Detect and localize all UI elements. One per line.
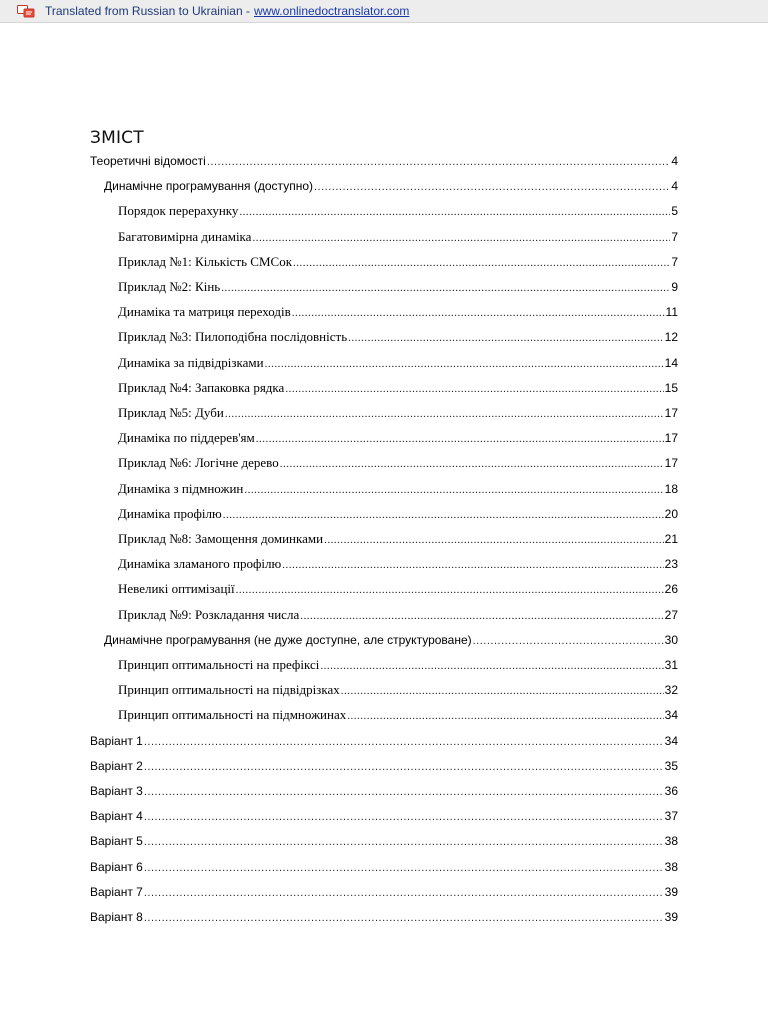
toc-entry-page: 36 — [664, 784, 678, 798]
toc-entry-label: Приклад №2: Кінь — [118, 279, 221, 294]
toc-dot-leader — [320, 656, 663, 676]
toc-dot-leader — [144, 832, 664, 852]
toc-entry[interactable] — [118, 378, 678, 398]
toc-dot-leader — [236, 580, 664, 600]
toc-entry-page: 17 — [664, 431, 678, 446]
toc-entry[interactable] — [90, 907, 678, 927]
toc-entry-label: Варіант 2 — [90, 758, 143, 773]
toc-entry-label: Варіант 3 — [90, 784, 143, 798]
toc-entry-label: Приклад №9: Розкладання числа — [118, 606, 300, 622]
toc-entry-page: 27 — [664, 607, 678, 622]
translator-link[interactable]: www.onlinedoctranslator.com — [253, 4, 410, 18]
toc-entry-page: 21 — [664, 532, 678, 546]
toc-dot-leader — [144, 883, 664, 903]
toc-entry[interactable] — [118, 227, 678, 247]
toc-entry[interactable] — [90, 831, 678, 851]
toc-entry[interactable] — [90, 731, 678, 751]
toc-dot-leader — [144, 807, 664, 827]
toc-entry[interactable] — [118, 327, 678, 347]
toc-entry[interactable] — [90, 857, 678, 877]
toc-entry[interactable] — [90, 781, 678, 801]
toc-entry[interactable] — [118, 428, 678, 448]
toc-entry[interactable] — [90, 756, 678, 776]
toc-entry-page: 15 — [664, 380, 678, 395]
toc-entry[interactable] — [118, 403, 678, 423]
toc-dot-leader — [293, 253, 670, 273]
toc-entry-label: Приклад №3: Пилоподібна послідовність — [118, 329, 348, 345]
toc-dot-leader — [144, 908, 664, 928]
toc-dot-leader — [252, 228, 670, 248]
toc-dot-leader — [347, 706, 663, 726]
toc-entry[interactable] — [118, 201, 678, 221]
toc-entry-page: 35 — [664, 758, 678, 773]
toc-entry[interactable] — [104, 176, 678, 196]
toc-entry-label: Принцип оптимальності на підмножинах — [118, 707, 347, 723]
toc-entry-label: Приклад №8: Замощення доминками — [118, 531, 324, 546]
toc-title: ЗМІСТ — [90, 128, 144, 148]
toc-dot-leader — [207, 152, 670, 172]
toc-entry-page: 38 — [664, 834, 678, 849]
toc-entry-page: 38 — [664, 859, 678, 874]
toc-entry[interactable] — [118, 655, 678, 675]
toc-entry-page: 37 — [664, 809, 678, 824]
toc-entry[interactable] — [118, 554, 678, 574]
toc-entry-label: Приклад №5: Дуби — [118, 405, 224, 420]
toc-entry-label: Теоретичні відомості — [90, 154, 206, 168]
translation-banner — [0, 0, 768, 23]
toc-entry-label: Порядок перерахунку — [118, 203, 239, 219]
toc-entry-page: 34 — [664, 733, 678, 748]
toc-entry-label: Варіант 7 — [90, 884, 143, 899]
toc-entry[interactable] — [118, 579, 678, 599]
toc-entry[interactable] — [118, 479, 678, 499]
toc-dot-leader — [239, 202, 670, 222]
toc-dot-leader — [341, 681, 664, 701]
toc-dot-leader — [300, 606, 663, 626]
toc-entry-page: 17 — [664, 456, 678, 471]
toc-entry-label: Динаміка зламаного профілю — [118, 556, 282, 572]
toc-entry[interactable] — [118, 705, 678, 725]
toc-entry-label: Динаміка та матриця переходів — [118, 304, 291, 320]
toc-entry-page: 4 — [671, 154, 678, 168]
toc-dot-leader — [144, 757, 664, 777]
toc-entry-page: 23 — [664, 557, 678, 572]
toc-entry-page: 34 — [664, 708, 678, 723]
toc-entry-label: Принцип оптимальності на префіксі — [118, 657, 320, 672]
toc-entry[interactable] — [118, 252, 678, 272]
toc-dot-leader — [314, 177, 670, 197]
toc-dot-leader — [225, 404, 664, 424]
toc-entry[interactable] — [118, 453, 678, 473]
toc-entry-page: 30 — [664, 632, 678, 647]
toc-entry-page: 26 — [664, 582, 678, 597]
toc-entry[interactable] — [118, 605, 678, 625]
toc-dot-leader — [265, 354, 664, 374]
toc-entry-page: 20 — [664, 506, 678, 521]
toc-entry-page: 17 — [664, 406, 678, 420]
toc-entry-label: Варіант 6 — [90, 859, 143, 874]
toc-dot-leader — [256, 429, 664, 449]
toc-dot-leader — [144, 858, 664, 878]
toc-entry-page: 7 — [671, 254, 678, 269]
toc-dot-leader — [223, 505, 664, 525]
toc-entry-label: Варіант 8 — [90, 910, 143, 924]
toc-entry[interactable] — [90, 806, 678, 826]
toc-entry-page: 14 — [664, 355, 678, 370]
toc-entry-page: 39 — [664, 910, 678, 924]
toc-entry[interactable] — [90, 151, 678, 171]
toc-entry-page: 31 — [664, 658, 678, 672]
toc-entry[interactable] — [118, 504, 678, 524]
toc-entry-page: 9 — [671, 280, 678, 294]
toc-dot-leader — [282, 555, 663, 575]
toc-entry-label: Варіант 1 — [90, 733, 143, 748]
toc-dot-leader — [221, 278, 670, 298]
toc-entry-label: Варіант 4 — [90, 809, 143, 824]
toc-dot-leader — [280, 454, 664, 474]
toc-entry-label: Динамічне програмування (доступно) — [104, 179, 313, 194]
toc-entry-label: Динаміка за підвідрізками — [118, 354, 264, 370]
translate-icon — [17, 5, 35, 18]
toc-entry-label: Принцип оптимальності на підвідрізках — [118, 682, 340, 698]
toc-entry-label: Багатовимірна динаміка — [118, 228, 252, 244]
toc-dot-leader — [244, 480, 663, 500]
toc-entry-label: Приклад №6: Логічне дерево — [118, 455, 279, 471]
toc-entry[interactable] — [118, 680, 678, 700]
toc-dot-leader — [324, 530, 664, 550]
toc-dot-leader — [144, 732, 664, 752]
toc-entry-page: 4 — [671, 179, 678, 194]
toc-entry-label: Динаміка з підмножин — [118, 480, 244, 496]
toc-entry-page: 32 — [664, 683, 678, 698]
toc-entry-label: Приклад №1: Кількість СМСок — [118, 253, 293, 269]
toc-dot-leader — [292, 303, 665, 323]
toc-entry[interactable] — [90, 882, 678, 902]
toc-entry-label: Динаміка профілю — [118, 505, 222, 521]
toc-entry-page: 7 — [671, 229, 678, 244]
toc-dot-leader — [144, 782, 664, 802]
toc-entry-label: Варіант 5 — [90, 834, 143, 849]
banner-text: Translated from Russian to Ukrainian - — [45, 4, 250, 18]
toc-entry[interactable] — [104, 630, 678, 650]
toc-entry-page: 11 — [665, 305, 678, 320]
toc-entry-page: 39 — [664, 884, 678, 899]
toc-dot-leader — [348, 328, 664, 348]
toc-entry-page: 12 — [664, 330, 678, 345]
toc-entry[interactable] — [118, 529, 678, 549]
toc-entry-label: Динаміка по піддерев'ям — [118, 430, 255, 446]
toc-entry[interactable] — [118, 277, 678, 297]
toc-entry[interactable] — [118, 353, 678, 373]
toc-entry-label: Невеликі оптимізації — [118, 581, 235, 597]
toc-entry-label: Приклад №4: Запаковка рядка — [118, 379, 285, 395]
toc-dot-leader — [473, 631, 664, 651]
toc-dot-leader — [285, 379, 663, 399]
toc-entry-label: Динамічне програмування (не дуже доступне, але структуроване) — [104, 632, 472, 647]
toc-entry-page: 5 — [671, 204, 678, 219]
toc-entry-page: 18 — [664, 481, 678, 496]
toc-entry[interactable] — [118, 302, 678, 322]
